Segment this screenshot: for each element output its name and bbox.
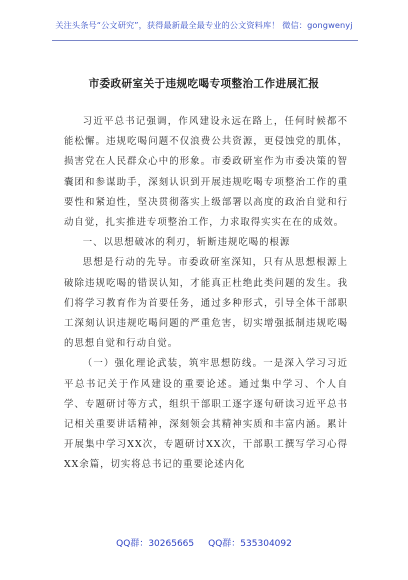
header-divider <box>52 40 358 41</box>
body-paragraph-section-1: 思想是行动的先导。市委政研室深知，只有从思想根源上破除违规吃喝的错误认知，才能真正杜绝此类问题的发生。我们将学习教育作为首要任务，通过多种形式，引导全体干部职工深刻认识违规吃喝问题的严重危害，切实增强抵制违规吃喝的思想自觉和行动自觉。 <box>64 257 348 350</box>
document-title: 市委政研室关于违规吃喝专项整治工作进展汇报 <box>88 78 320 90</box>
body-paragraph-subsection-1: （一）强化理论武装，筑牢思想防线。一是深入学习习近平总书记关于作风建设的重要论述。通过集中学习、个人自学、专题研讨等方式，组织干部职工逐字逐句研读习近平总书记相关重要讲话精神，深刻领会其精神实质和丰富内涵。累计开展集中学习XX次，专题研讨XX次，干部职工撰写学习心得XX余篇，切实将总书记的重要论述内化 <box>64 358 348 471</box>
footer-qq-group-2: QQ群：535304092 <box>208 539 292 549</box>
footer-contacts <box>0 536 408 549</box>
section-heading-1: 一、以思想破冰的利刃，斩断违规吃喝的根源 <box>82 237 291 249</box>
document-body <box>64 112 348 476</box>
footer-qq-group-1: QQ群：30265665 <box>116 539 195 549</box>
body-paragraph-intro: 习近平总书记强调，作风建设永远在路上，任何时候都不能松懈。违规吃喝问题不仅浪费公共资源，更侵蚀党的肌体，损害党在人民群众心中的形象。市委政研室作为市委决策的智囊团和参谋助手，深刻认识到开展违规吃喝专项整治工作的重要性和紧迫性，坚决贯彻落实上级部署以高度的政治自觉和行动自觉，扎实推进专项整治工作，力求取得实实在在的成效。 <box>64 116 348 229</box>
header-banner: 关注头条号“公文研究”，获得最新最全最专业的公文资料库！ 微信：gongwenyj <box>55 20 353 30</box>
